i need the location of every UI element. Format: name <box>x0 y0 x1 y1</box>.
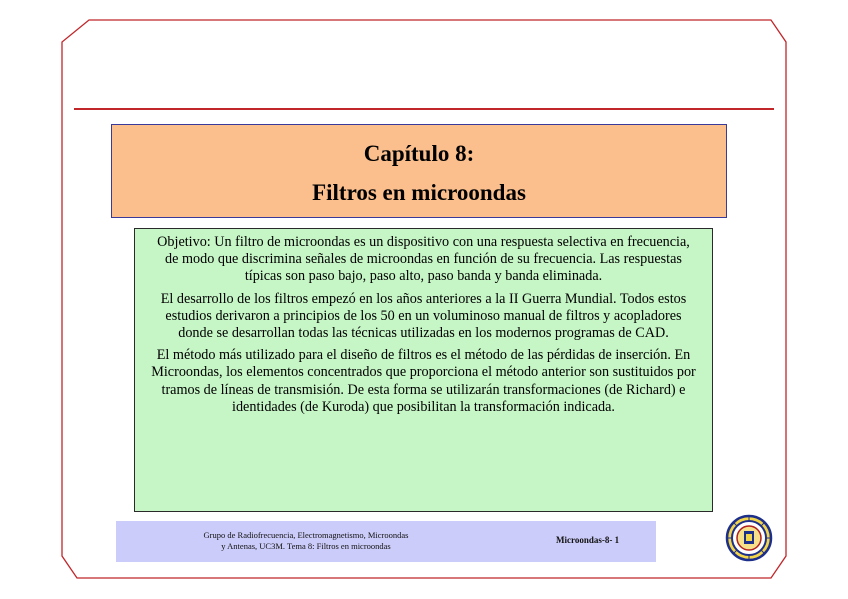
method-paragraph: El método más utilizado para el diseño de filtros es el método de las pérdidas de inserción. En Microondas, los elementos concentrados que proporciona el método anterior son sustituidos por tramos de líneas de transmisión. De esta forma se utilizarán transformaciones (de Richard) e identidades (de Kuroda) que posibilitan la transformación indicada. <box>151 347 696 415</box>
history-paragraph: El desarrollo de los filtros empezó en los años anteriores a la II Guerra Mundial. Todos estos estudios derivaron a principios de los 50 en un voluminoso manual de filtros y acopladores donde se desarrollan todas las técnicas utilizadas en los modernos programas de CAD. <box>160 290 687 342</box>
university-seal-icon <box>724 513 774 563</box>
footer-group-line1: Grupo de Radiofrecuencia, Electromagnetismo, Microondas <box>203 530 409 540</box>
chapter-subtitle: Filtros en microondas <box>312 180 526 205</box>
slide-number: Microondas-8- 1 <box>556 535 620 545</box>
title-box <box>111 124 727 218</box>
objective-paragraph: Objetivo: Un filtro de microondas es un dispositivo con una respuesta selectiva en frecuencia, de modo que discrimina señales de microondas en función de su frecuencia. Las respuestas típicas son paso bajo, paso alto, paso banda y banda eliminada. <box>157 234 690 285</box>
header-divider <box>74 108 774 110</box>
content-box <box>134 228 713 512</box>
footer-bar <box>116 521 656 562</box>
chapter-title: Capítulo 8: <box>363 141 475 166</box>
footer-group-text <box>116 530 496 552</box>
footer-group-line2: y Antenas, UC3M. Tema 8: Filtros en microondas <box>221 541 391 551</box>
